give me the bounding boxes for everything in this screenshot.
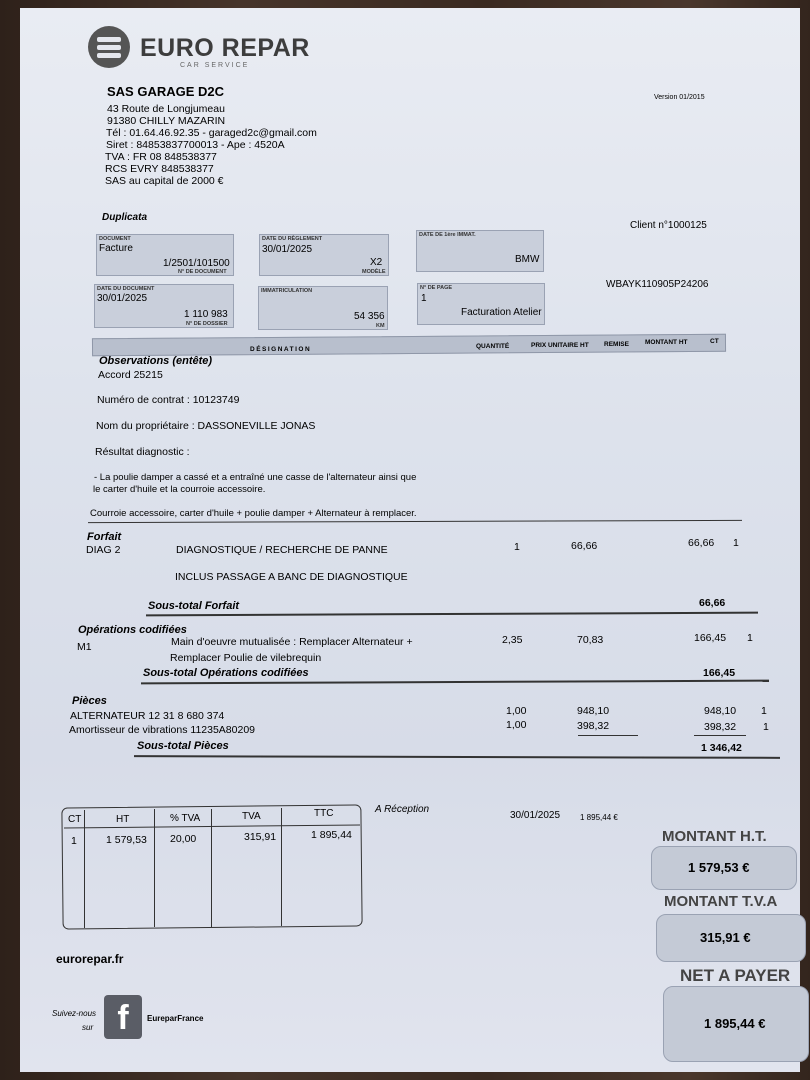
reglement-value: 30/01/2025 <box>262 244 313 255</box>
pieces-subtotal-label: Sous-total Pièces <box>137 740 229 752</box>
forfait-ct: 1 <box>733 537 739 549</box>
diagnostic-line: - La poulie damper a cassé et a entraîné une casse de l'alternateur ainsi que <box>94 472 417 483</box>
brand-subtitle: CAR SERVICE <box>180 62 250 69</box>
duplicata-label: Duplicata <box>102 212 148 223</box>
document-number-label: N° DE DOCUMENT <box>178 269 227 275</box>
tva-cell: 20,00 <box>170 833 197 845</box>
facebook-icon[interactable]: f <box>104 995 142 1039</box>
operations-amount: 166,45 <box>694 632 727 644</box>
model-label: MODÈLE <box>362 269 386 275</box>
tva-table-divider <box>154 809 155 927</box>
operations-desc: Main d'oeuvre mutualisée : Remplacer Alternateur + <box>171 636 413 648</box>
website-link[interactable]: eurorepar.fr <box>56 952 124 966</box>
immat-date-label: DATE DE 1ère IMMAT. <box>419 232 476 238</box>
reception-date: 30/01/2025 <box>510 810 561 821</box>
tva-table-divider <box>211 809 212 927</box>
forfait-desc: DIAGNOSTIQUE / RECHERCHE DE PANNE <box>176 544 388 556</box>
address-line: 91380 CHILLY MAZARIN <box>107 115 226 127</box>
tva-header: % TVA <box>170 813 201 824</box>
contract-number: Numéro de contrat : 10123749 <box>97 394 240 406</box>
operations-title: Opérations codifiées <box>78 624 187 636</box>
dossier-label: N° DE DOSSIER <box>186 321 228 327</box>
reglement-label: DATE DU RÈGLEMENT <box>262 236 323 242</box>
owner-name: Nom du propriétaire : DASSONEVILLE JONAS <box>96 420 316 432</box>
piece-ct: 1 <box>761 705 767 717</box>
piece-price: 398,32 <box>577 720 610 732</box>
reception-amount: 1 895,44 € <box>580 813 618 822</box>
address-line: 43 Route de Longjumeau <box>107 103 225 115</box>
euro-repar-logo-icon <box>88 26 130 68</box>
total-tva-value: 315,91 € <box>700 930 751 945</box>
forfait-desc2: INCLUS PASSAGE A BANC DE DIAGNOSTIQUE <box>175 571 408 583</box>
divider <box>578 735 638 736</box>
diagnostic-label: Résultat diagnostic : <box>95 446 190 458</box>
observations-title: Observations (entête) <box>99 355 213 367</box>
document-number: 1/2501/101500 <box>163 258 230 269</box>
piece-qty: 1,00 <box>506 719 527 731</box>
version-label: Version 01/2015 <box>654 94 705 101</box>
operations-code: M1 <box>77 641 92 653</box>
immatriculation-label: IMMATRICULATION <box>261 288 313 294</box>
piece-amount: 398,32 <box>704 721 737 733</box>
km-value: 54 356 <box>354 311 385 322</box>
diagnostic-line: le carter d'huile et la courroie accessoire. <box>93 484 266 495</box>
tva-table-divider <box>84 810 85 928</box>
forfait-title: Forfait <box>87 531 122 543</box>
operations-ct: 1 <box>747 632 753 644</box>
tva-cell: 1 <box>71 835 77 847</box>
address-line: RCS EVRY 848538377 <box>105 163 214 175</box>
dossier-value: 1 110 983 <box>184 309 228 320</box>
accord-text: Accord 25215 <box>98 369 163 381</box>
piece-price: 948,10 <box>577 705 610 717</box>
operations-price: 70,83 <box>577 634 604 646</box>
page-value: 1 <box>421 293 427 304</box>
operations-subtotal-label: Sous-total Opérations codifiées <box>143 667 309 679</box>
tva-table-divider <box>281 808 282 926</box>
follow-text: Suivez-nous <box>52 1009 97 1018</box>
client-number: Client n°1000125 <box>630 220 707 231</box>
model-value: X2 <box>370 257 383 268</box>
invoice-type: Facturation Atelier <box>461 307 542 318</box>
pieces-title: Pièces <box>72 695 107 707</box>
pieces-subtotal: 1 346,42 <box>701 742 742 754</box>
column-ct: CT <box>710 338 719 345</box>
piece-desc: ALTERNATEUR 12 31 8 680 374 <box>70 710 225 722</box>
company-name: SAS GARAGE D2C <box>107 84 225 99</box>
page-label: N° DE PAGE <box>420 285 453 291</box>
forfait-subtotal-label: Sous-total Forfait <box>148 600 240 612</box>
column-montant: MONTANT HT <box>645 339 688 346</box>
forfait-subtotal: 66,66 <box>699 597 726 609</box>
total-ht-value: 1 579,53 € <box>688 860 750 875</box>
tva-header: TTC <box>314 808 334 819</box>
operations-desc: Remplacer Poulie de vilebrequin <box>170 652 322 664</box>
piece-qty: 1,00 <box>506 705 527 717</box>
column-remise: REMISE <box>604 341 629 348</box>
net-value: 1 895,44 € <box>704 1016 766 1031</box>
address-line: TVA : FR 08 848538377 <box>105 151 217 163</box>
column-designation: DÉSIGNATION <box>250 346 312 353</box>
reception-label: A Réception <box>375 804 430 815</box>
total-ht-label: MONTANT H.T. <box>662 828 767 845</box>
net-label: NET A PAYER <box>680 966 791 985</box>
tva-header: CT <box>68 814 82 825</box>
piece-amount: 948,10 <box>704 705 737 717</box>
document-value: Facture <box>99 243 133 254</box>
tva-header: HT <box>116 814 130 825</box>
tva-cell: 315,91 <box>244 831 277 843</box>
facebook-page[interactable]: EureparFrance <box>147 1014 204 1023</box>
forfait-price: 66,66 <box>571 540 598 552</box>
piece-ct: 1 <box>763 721 769 733</box>
total-tva-label: MONTANT T.V.A <box>664 893 778 910</box>
divider <box>694 735 746 736</box>
operations-subtotal: 166,45 <box>703 667 736 679</box>
forfait-qty: 1 <box>514 541 520 553</box>
vin-number: WBAYK110905P24206 <box>606 279 709 290</box>
km-label: KM <box>376 323 385 329</box>
address-line: Siret : 84853837700013 - Ape : 4520A <box>106 139 285 151</box>
address-line: Tél : 01.64.46.92.35 - garaged2c@gmail.com <box>106 127 317 139</box>
forfait-amount: 66,66 <box>688 537 715 549</box>
address-line: SAS au capital de 2000 € <box>105 175 224 187</box>
vehicle-make: BMW <box>515 254 540 265</box>
document-label: DOCUMENT <box>99 236 131 242</box>
operations-qty: 2,35 <box>502 634 523 646</box>
column-prix: PRIX UNITAIRE HT <box>531 342 589 349</box>
replacement-text: Courroie accessoire, carter d'huile + poulie damper + Alternateur à remplacer. <box>90 508 417 519</box>
tva-cell: 1 895,44 <box>311 829 352 841</box>
column-quantite: QUANTITÉ <box>476 343 510 350</box>
brand-name: EURO REPAR <box>140 34 310 62</box>
tva-header: TVA <box>242 811 261 822</box>
document-date-value: 30/01/2025 <box>97 293 148 304</box>
follow-text: sur <box>82 1023 94 1032</box>
document-date-label: DATE DU DOCUMENT <box>97 286 155 292</box>
tva-table <box>61 804 362 929</box>
forfait-code: DIAG 2 <box>86 544 121 556</box>
piece-desc: Amortisseur de vibrations 11235A80209 <box>69 724 256 736</box>
tva-cell: 1 579,53 <box>106 834 147 846</box>
